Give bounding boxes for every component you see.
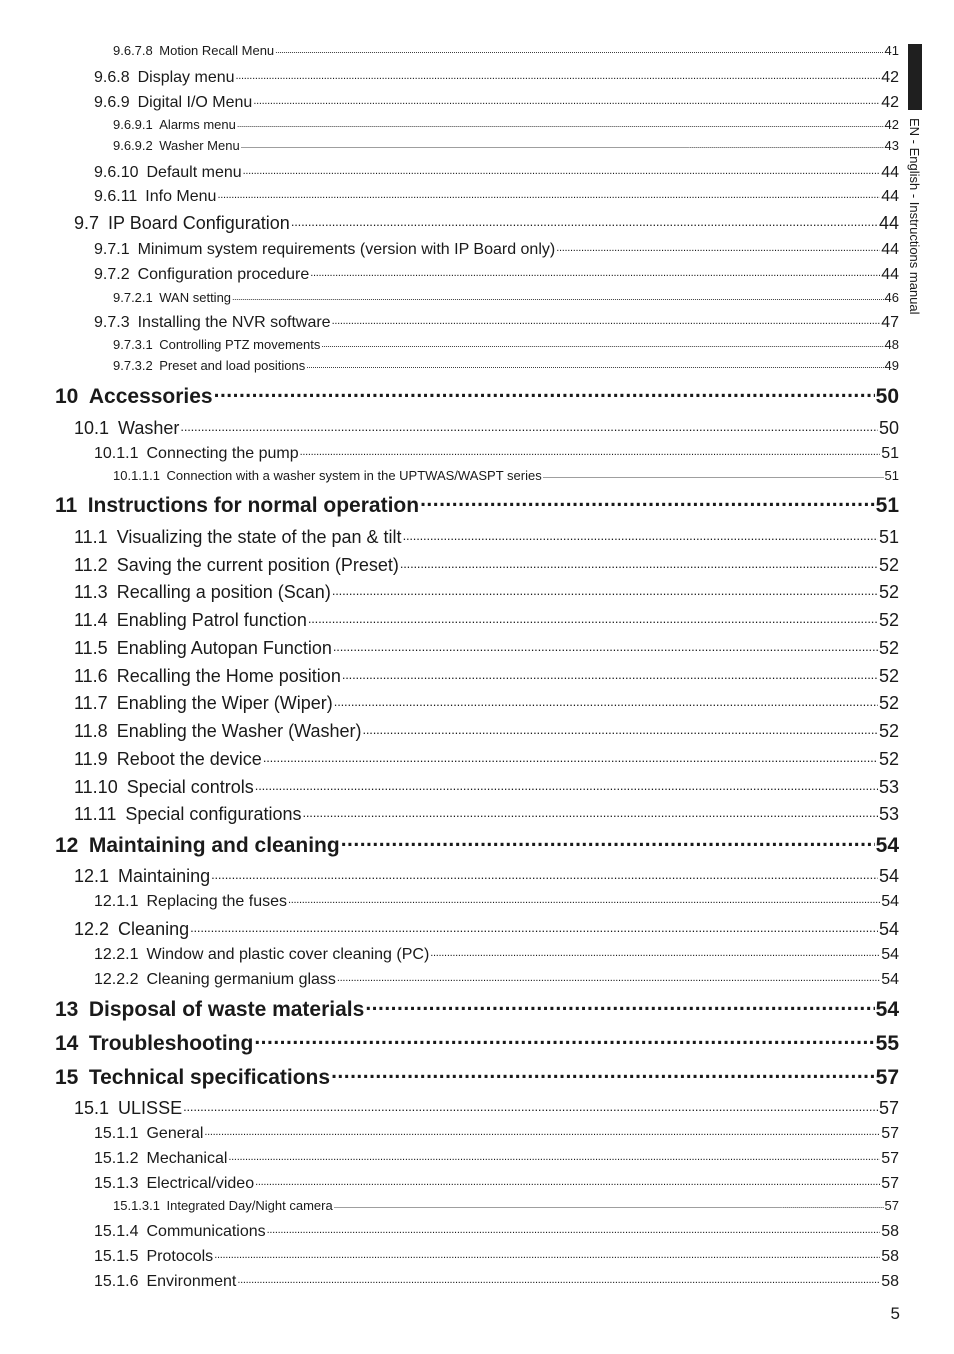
toc-entry-number: 11 — [55, 494, 78, 517]
toc-entry — [74, 917, 899, 940]
toc-entry-number: 12.2 — [74, 919, 110, 939]
toc-entry-text: Special configurations — [125, 804, 302, 824]
toc-entry-title — [94, 1223, 266, 1241]
toc-entry-title — [113, 138, 240, 153]
side-label: EN - English - Instructions manual — [907, 118, 922, 315]
toc-entry-page: 43 — [884, 138, 899, 153]
toc-entry — [74, 775, 899, 798]
toc-entry-text: Washer — [118, 418, 180, 438]
toc-entry-title — [74, 777, 254, 798]
toc-entry — [94, 161, 899, 182]
toc-entry-page: 41 — [884, 43, 899, 58]
toc-entry — [113, 336, 899, 352]
toc-entry — [113, 357, 899, 373]
toc-entry-number: 11.2 — [74, 555, 108, 575]
toc-entry — [94, 1220, 899, 1241]
toc-entry-text: Communications — [146, 1223, 266, 1240]
toc-entry-number: 15.1.5 — [94, 1248, 139, 1265]
dot-leader — [556, 238, 880, 254]
toc-entry-text: Environment — [146, 1273, 237, 1290]
dot-leader — [306, 357, 883, 370]
dot-leader — [365, 995, 874, 1016]
dot-leader — [236, 66, 881, 82]
dot-leader — [237, 116, 884, 129]
toc-entry-text: Reboot the device — [116, 749, 262, 769]
toc-entry-title — [113, 1198, 333, 1213]
toc-entry-number: 15.1.3.1 — [113, 1198, 160, 1213]
toc-entry-page: 58 — [881, 1248, 899, 1265]
dot-leader — [332, 311, 881, 327]
dot-leader — [255, 1172, 880, 1188]
toc-entry — [94, 185, 899, 206]
dot-leader — [337, 968, 880, 984]
toc-entry-title — [74, 721, 361, 742]
dot-leader — [403, 525, 878, 543]
dot-leader — [255, 775, 878, 793]
toc-entry-number: 11.11 — [74, 804, 117, 824]
toc-entry — [94, 66, 899, 87]
toc-entry-page: 54 — [881, 893, 899, 910]
toc-entry-title — [94, 1175, 254, 1193]
toc-entry-title — [55, 494, 419, 518]
toc-entry-number: 9.7 — [74, 213, 100, 233]
toc-entry-title — [94, 946, 429, 964]
toc-entry-page: 57 — [884, 1198, 899, 1213]
toc-entry-page: 54 — [878, 919, 899, 939]
toc-entry-page: 54 — [878, 866, 899, 886]
toc-entry-text: Minimum system requirements (version with IP Board only) — [137, 241, 556, 258]
toc-entry-number: 9.7.2 — [94, 266, 130, 283]
dot-leader — [308, 608, 878, 626]
toc-entry-page: 57 — [875, 1066, 899, 1089]
toc-entry-title — [94, 1273, 236, 1291]
toc-entry-title — [94, 1150, 227, 1168]
toc-entry-number: 15.1 — [74, 1098, 110, 1118]
dot-leader — [333, 636, 878, 654]
toc-entry-number: 9.7.3.2 — [113, 358, 153, 373]
toc-entry-title — [55, 998, 364, 1022]
dot-leader — [300, 442, 881, 458]
toc-entry-text: Troubleshooting — [88, 1032, 254, 1055]
toc-entry-page: 58 — [881, 1273, 899, 1290]
toc-entry-text: Integrated Day/Night camera — [166, 1198, 333, 1213]
toc-entry-text: Recalling the Home position — [116, 666, 341, 686]
toc-entry-number: 9.6.9 — [94, 94, 130, 111]
toc-entry — [94, 890, 899, 911]
toc-entry-number: 15.1.1 — [94, 1125, 139, 1142]
toc-entry — [94, 1245, 899, 1266]
toc-entry-page: 51 — [884, 468, 899, 483]
toc-entry-number: 13 — [55, 998, 79, 1021]
toc-entry-text: Preset and load positions — [159, 358, 306, 373]
dot-leader — [214, 382, 875, 403]
toc-entry-page: 44 — [881, 266, 899, 283]
toc-entry-text: Installing the NVR software — [137, 314, 331, 331]
toc-entry — [55, 1029, 899, 1056]
toc-entry-number: 9.7.3.1 — [113, 337, 153, 352]
toc-entry-number: 12.2.1 — [94, 946, 139, 963]
toc-entry-page: 44 — [881, 241, 899, 258]
toc-entry-number: 10.1.1 — [94, 445, 139, 462]
toc-entry-title — [74, 213, 290, 234]
dot-leader — [267, 1220, 881, 1236]
dot-leader — [342, 664, 878, 682]
toc-entry-number: 9.6.8 — [94, 69, 130, 86]
toc-entry — [113, 289, 899, 305]
toc-entry — [74, 553, 899, 576]
toc-entry-number: 9.6.11 — [94, 188, 138, 205]
toc-entry-title — [94, 164, 242, 182]
toc-entry — [113, 42, 899, 58]
toc-entry-number: 11.8 — [74, 721, 108, 741]
dot-leader — [254, 1029, 874, 1050]
toc-entry-page: 48 — [884, 337, 899, 352]
toc-entry-title — [113, 337, 320, 352]
dot-leader — [341, 831, 875, 852]
toc-entry — [94, 311, 899, 332]
toc-entry-number: 11.5 — [74, 638, 108, 658]
toc-entry-number: 9.6.7.8 — [113, 43, 153, 58]
toc-entry — [74, 719, 899, 742]
toc-entry-title — [74, 610, 307, 631]
toc-entry-text: Controlling PTZ movements — [159, 337, 321, 352]
dot-leader — [232, 289, 884, 302]
toc-entry-title — [74, 866, 210, 887]
toc-entry-page: 52 — [878, 749, 899, 769]
toc-entry-text: Maintaining and cleaning — [88, 834, 340, 857]
toc-entry-number: 10.1 — [74, 418, 110, 438]
toc-entry-page: 55 — [875, 1032, 899, 1055]
toc-entry — [55, 1063, 899, 1090]
toc-entry — [55, 995, 899, 1022]
toc-entry — [55, 382, 899, 409]
toc-entry-number: 12.2.2 — [94, 971, 139, 988]
dot-leader — [204, 1122, 880, 1138]
toc-entry-title — [55, 1066, 330, 1090]
toc-entry-title — [74, 1098, 182, 1119]
dot-leader — [310, 263, 880, 279]
toc-entry — [94, 263, 899, 284]
toc-entry-page: 52 — [878, 582, 899, 602]
toc-entry-text: Recalling a position (Scan) — [116, 582, 331, 602]
toc-entry — [94, 1122, 899, 1143]
toc-entry-page: 51 — [881, 445, 899, 462]
toc-entry-title — [94, 188, 216, 206]
toc-entry-page: 52 — [878, 693, 899, 713]
dot-leader — [243, 161, 881, 177]
toc-entry-number: 9.6.10 — [94, 164, 139, 181]
toc-entry-title — [94, 893, 287, 911]
toc-entry-title — [55, 834, 340, 858]
toc-entry-number: 12.1 — [74, 866, 110, 886]
toc-entry — [113, 1197, 899, 1213]
toc-entry-text: Enabling the Wiper (Wiper) — [116, 693, 333, 713]
toc-entry-text: Connecting the pump — [146, 445, 299, 462]
toc-entry-text: Default menu — [146, 164, 242, 181]
dot-leader — [228, 1147, 880, 1163]
toc-entry-title — [94, 266, 309, 284]
toc-entry-number: 10.1.1.1 — [113, 468, 160, 483]
toc-entry-title — [94, 445, 299, 463]
toc-entry-number: 15.1.2 — [94, 1150, 139, 1167]
dot-leader — [237, 1270, 880, 1286]
toc-entry-text: Special controls — [126, 777, 254, 797]
toc-entry-page: 53 — [878, 804, 899, 824]
toc-entry-number: 11.9 — [74, 749, 108, 769]
dot-leader — [332, 580, 878, 598]
toc-entry-number: 11.3 — [74, 582, 108, 602]
dot-leader — [331, 1063, 875, 1084]
toc-entry — [74, 691, 899, 714]
toc-entry — [74, 416, 899, 439]
toc-entry — [94, 1147, 899, 1168]
toc-entry-page: 46 — [884, 290, 899, 305]
toc-entry-title — [94, 314, 331, 332]
toc-entry-text: Saving the current position (Preset) — [116, 555, 399, 575]
dot-leader — [543, 467, 884, 480]
toc-entry-number: 15.1.6 — [94, 1273, 139, 1290]
toc-entry-page: 52 — [878, 666, 899, 686]
toc-entry-text: Maintaining — [118, 866, 211, 886]
dot-leader — [263, 747, 878, 765]
page-number: 5 — [890, 1304, 900, 1323]
toc-entry — [94, 1172, 899, 1193]
toc-entry-page: 42 — [881, 69, 899, 86]
toc-entry — [74, 664, 899, 687]
toc-entry-title — [74, 638, 332, 659]
toc-entry-text: Protocols — [146, 1248, 214, 1265]
toc-entry-page: 57 — [878, 1098, 899, 1118]
dot-leader — [334, 1197, 884, 1210]
toc-entry — [94, 1270, 899, 1291]
dot-leader — [400, 553, 878, 571]
dot-leader — [362, 719, 877, 737]
toc-entry-page: 42 — [881, 94, 899, 111]
dot-leader — [275, 42, 883, 55]
toc-entry-text: WAN setting — [159, 290, 232, 305]
dot-leader — [190, 917, 878, 935]
toc-entry-text: Disposal of waste materials — [88, 998, 365, 1021]
toc-entry-title — [94, 69, 235, 87]
toc-entry-text: Visualizing the state of the pan & tilt — [116, 527, 402, 547]
dot-leader — [291, 211, 878, 229]
toc-entry-title — [113, 117, 236, 132]
toc-entry-page: 51 — [878, 527, 899, 547]
toc-entry — [74, 525, 899, 548]
toc-entry-page: 54 — [875, 998, 899, 1021]
toc-entry-page: 44 — [881, 188, 899, 205]
section-tab-marker — [908, 44, 922, 110]
toc-entry-text: Digital I/O Menu — [137, 94, 253, 111]
toc-entry-number: 11.6 — [74, 666, 108, 686]
toc-entry-title — [74, 804, 301, 825]
toc-entry-title — [74, 919, 189, 940]
toc-entry-title — [74, 418, 179, 439]
toc-entry-title — [94, 94, 252, 112]
toc-entry — [74, 802, 899, 825]
toc-entry-page: 44 — [878, 213, 899, 233]
toc-entry-text: Mechanical — [146, 1150, 228, 1167]
toc-entry — [74, 580, 899, 603]
toc-entry — [94, 943, 899, 964]
dot-leader — [217, 185, 880, 201]
dot-leader — [211, 864, 878, 882]
toc-entry-page: 44 — [881, 164, 899, 181]
toc-entry-page: 42 — [884, 117, 899, 132]
toc-entry-page: 52 — [878, 721, 899, 741]
toc-entry-text: Enabling Autopan Function — [116, 638, 332, 658]
toc-entry-title — [74, 693, 333, 714]
toc-entry-text: Window and plastic cover cleaning (PC) — [146, 946, 430, 963]
toc-entry-text: Instructions for normal operation — [87, 494, 420, 517]
dot-leader — [321, 336, 883, 349]
toc-entry — [55, 491, 899, 518]
toc-entry — [94, 442, 899, 463]
toc-entry-text: Alarms menu — [159, 117, 236, 132]
dot-leader — [214, 1245, 880, 1261]
toc-entry-number: 9.6.9.1 — [113, 117, 153, 132]
toc-entry — [74, 1096, 899, 1119]
toc-entry-number: 15 — [55, 1066, 79, 1089]
toc-entry-title — [74, 749, 262, 770]
toc-entry-title — [74, 582, 331, 603]
toc-entry-title — [113, 358, 305, 373]
toc-entry — [94, 91, 899, 112]
toc-entry-page: 54 — [881, 971, 899, 988]
toc-entry — [113, 116, 899, 132]
dot-leader — [180, 416, 878, 434]
toc-entry — [74, 608, 899, 631]
toc-entry-title — [55, 1032, 253, 1056]
toc-entry-page: 49 — [884, 358, 899, 373]
toc-entry-text: Washer Menu — [159, 138, 240, 153]
toc-entry-title — [74, 527, 402, 548]
toc-entry-text: Configuration procedure — [137, 266, 310, 283]
toc-entry-page: 57 — [881, 1150, 899, 1167]
toc-entry-page: 47 — [881, 314, 899, 331]
toc-entry-text: Display menu — [137, 69, 235, 86]
dot-leader — [420, 491, 875, 512]
toc-entry-text: Enabling Patrol function — [116, 610, 307, 630]
toc-entry-number: 11.7 — [74, 693, 108, 713]
dot-leader — [334, 691, 878, 709]
dot-leader — [183, 1096, 878, 1114]
toc-entry-title — [113, 468, 542, 483]
toc-entry-number: 11.10 — [74, 777, 118, 797]
toc-entry-page: 50 — [875, 385, 899, 408]
toc-entry-text: Technical specifications — [88, 1066, 331, 1089]
toc-entry — [94, 968, 899, 989]
toc-entry — [113, 467, 899, 483]
toc-entry-page: 54 — [881, 946, 899, 963]
toc-entry — [74, 636, 899, 659]
toc-entry-title — [113, 290, 231, 305]
toc-entry-page: 52 — [878, 610, 899, 630]
toc-entry-number: 12.1.1 — [94, 893, 139, 910]
toc-entry-text: General — [146, 1125, 204, 1142]
toc-entry-title — [113, 43, 274, 58]
toc-entry-number: 11.4 — [74, 610, 108, 630]
toc-entry-number: 12 — [55, 834, 79, 857]
toc-entry — [113, 137, 899, 153]
toc-entry-text: ULISSE — [118, 1098, 183, 1118]
toc-entry-page: 54 — [875, 834, 899, 857]
toc-entry-text: Enabling the Washer (Washer) — [116, 721, 362, 741]
toc-entry-text: Electrical/video — [146, 1175, 255, 1192]
toc-entry-number: 9.6.9.2 — [113, 138, 153, 153]
toc-entry-page: 52 — [878, 555, 899, 575]
toc-entry-number: 9.7.2.1 — [113, 290, 153, 305]
toc-entry-text: Replacing the fuses — [146, 893, 288, 910]
toc-entry-number: 10 — [55, 385, 79, 408]
toc-entry-title — [94, 241, 555, 259]
toc-entry-number: 9.7.3 — [94, 314, 130, 331]
toc-entry-number: 9.7.1 — [94, 241, 130, 258]
toc-entry-page: 57 — [881, 1125, 899, 1142]
toc-entry-text: Connection with a washer system in the UPTWAS/WASPT series — [166, 468, 542, 483]
toc-entry-number: 14 — [55, 1032, 79, 1055]
toc-entry — [55, 831, 899, 858]
toc-entry — [74, 211, 899, 234]
toc-entry-title — [94, 1125, 203, 1143]
toc-entry-text: Cleaning — [118, 919, 190, 939]
dot-leader — [253, 91, 880, 107]
toc-entry-text: IP Board Configuration — [108, 213, 290, 233]
toc-entry-text: Info Menu — [145, 188, 217, 205]
toc-entry-number: 11.1 — [74, 527, 108, 547]
toc-entry — [74, 747, 899, 770]
toc-entry-page: 51 — [875, 494, 899, 517]
toc-entry — [74, 864, 899, 887]
toc-entry-text: Cleaning germanium glass — [146, 971, 336, 988]
dot-leader — [302, 802, 877, 820]
toc-entry-text: Motion Recall Menu — [159, 43, 275, 58]
toc-entry-page: 58 — [881, 1223, 899, 1240]
toc-entry-title — [55, 385, 213, 409]
toc-entry-page: 53 — [878, 777, 899, 797]
toc-entry-title — [94, 971, 336, 989]
toc-entry-text: Accessories — [88, 385, 213, 408]
toc-entry-page: 50 — [878, 418, 899, 438]
toc-entry-page: 52 — [878, 638, 899, 658]
toc-entry-number: 15.1.4 — [94, 1223, 139, 1240]
toc-entry-title — [94, 1248, 213, 1266]
dot-leader — [288, 890, 880, 906]
toc-entry — [94, 238, 899, 259]
toc-entry-page: 57 — [881, 1175, 899, 1192]
toc-entry-title — [74, 555, 399, 576]
toc-entry-title — [74, 666, 341, 687]
dot-leader — [241, 137, 884, 150]
toc-entry-number: 15.1.3 — [94, 1175, 139, 1192]
dot-leader — [430, 943, 880, 959]
